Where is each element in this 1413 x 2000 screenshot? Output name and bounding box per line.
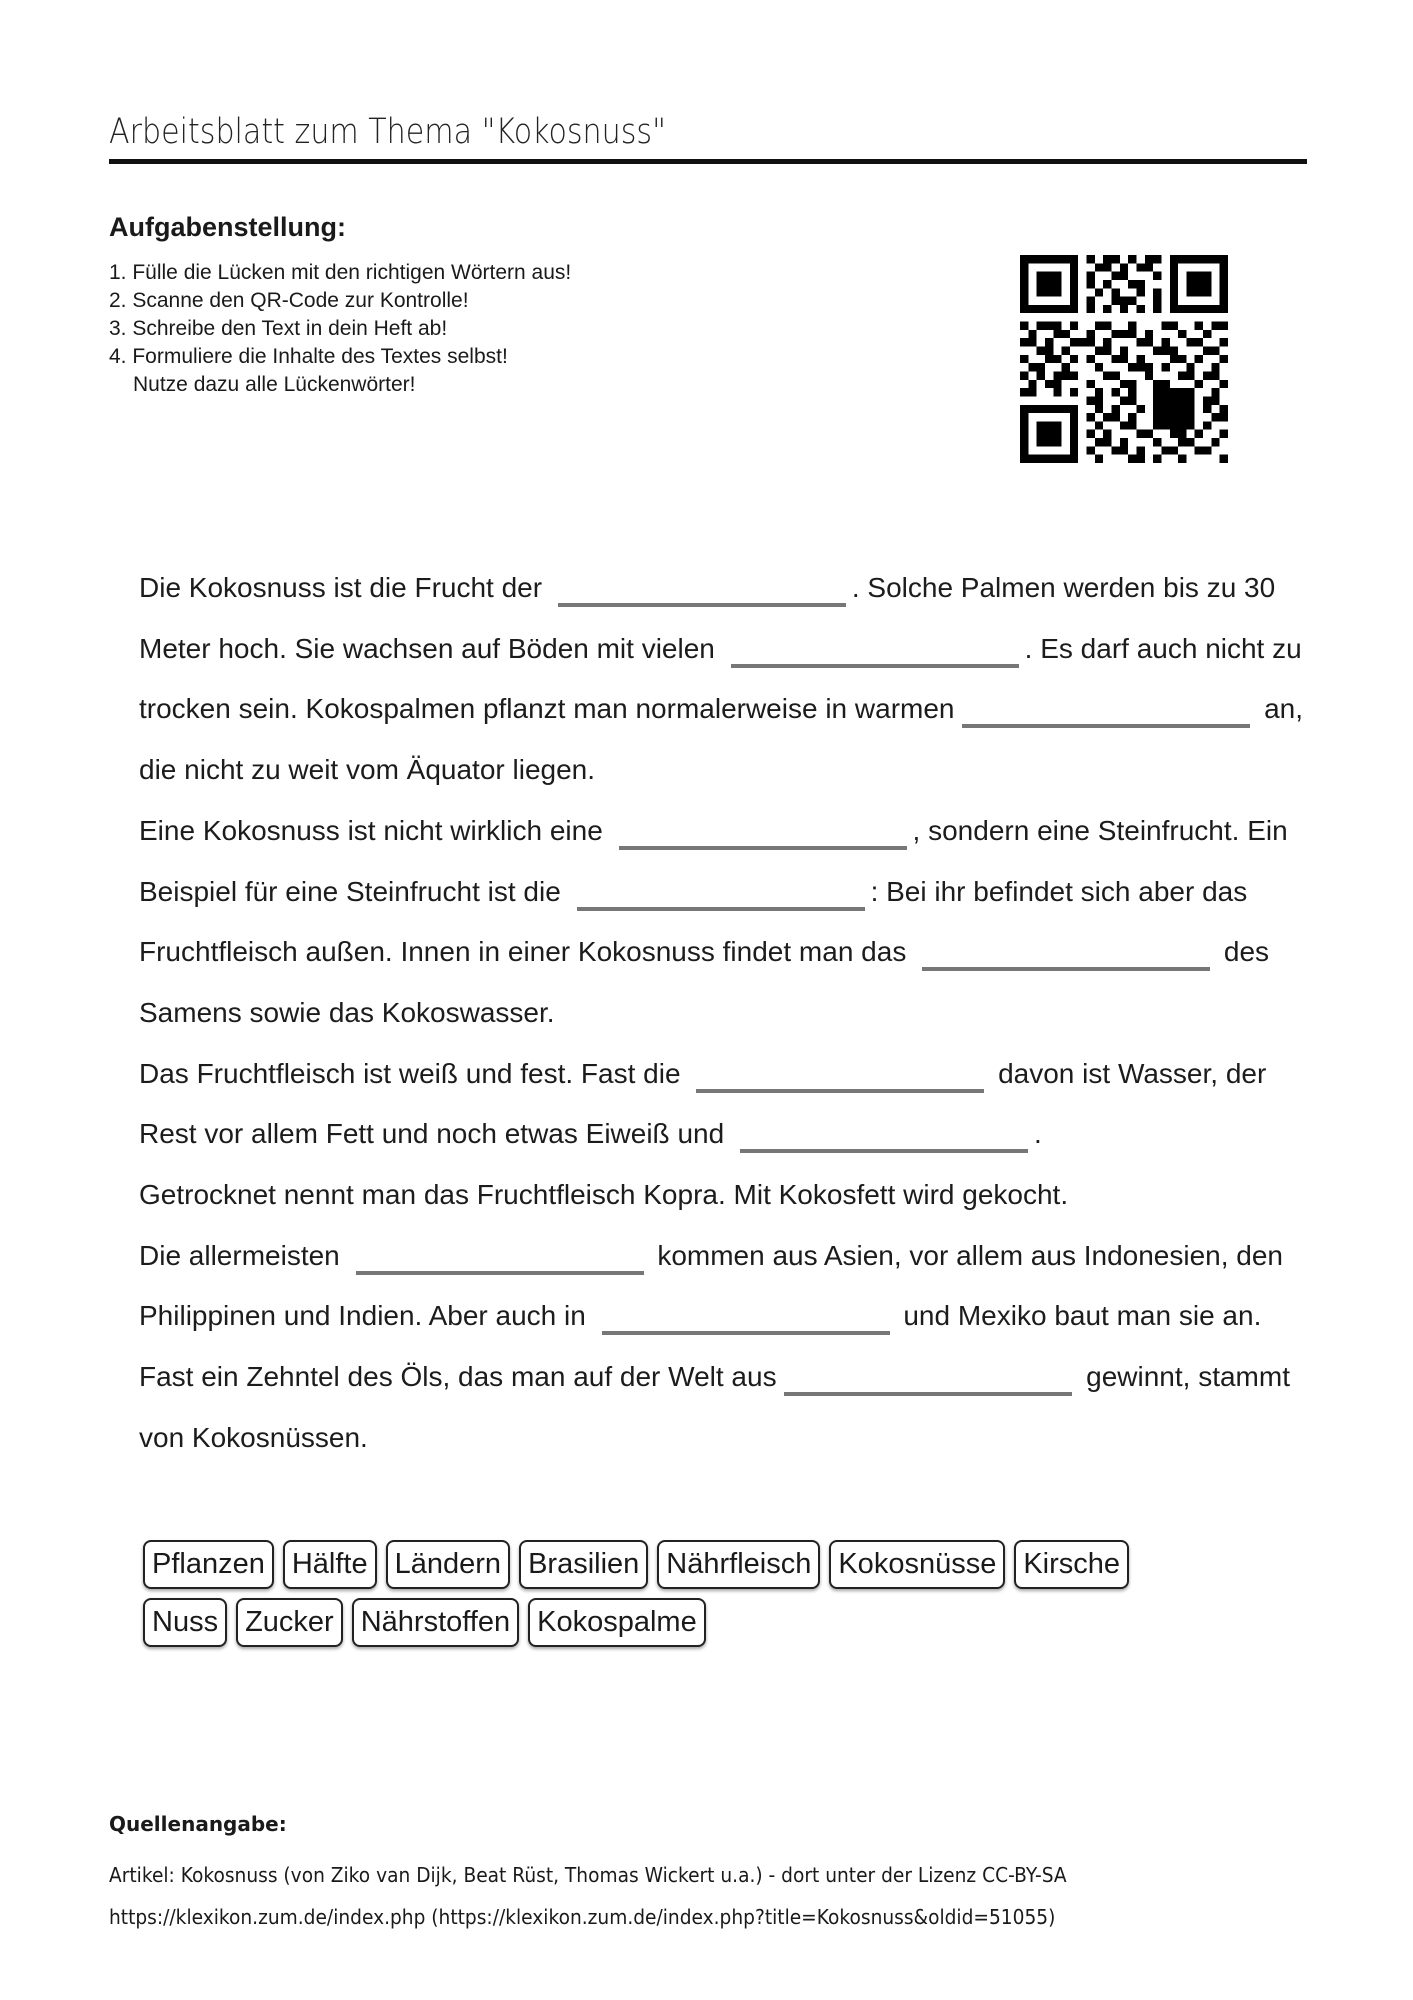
- word-bank-row: [143, 1598, 1243, 1647]
- cloze-segment: des Samens sowie das Kokoswasser.: [139, 936, 1270, 1028]
- instruction-item: 3. Schreibe den Text in dein Heft ab!: [109, 317, 448, 340]
- word-chip[interactable]: Nuss: [143, 1598, 227, 1647]
- cloze-segment: Die Kokosnuss ist die Frucht der: [139, 572, 543, 603]
- cloze-segment: und Mexiko baut man sie an. Fast ein Zehntel des Öls, das man auf der Welt aus: [139, 1300, 1262, 1393]
- cloze-segment: kommen aus Asien, vor allem aus Indonesien, den Philippinen und Indien. Aber auch in: [139, 1239, 1284, 1332]
- gap-blank[interactable]: [922, 933, 1210, 971]
- cloze-segment: .: [1033, 1118, 1042, 1150]
- word-bank-row: [143, 1540, 1243, 1589]
- gap-blank[interactable]: [696, 1055, 984, 1093]
- gap-blank[interactable]: [356, 1237, 644, 1275]
- gap-blank[interactable]: [731, 630, 1019, 668]
- cloze-segment: an, die nicht zu weit vom Äquator liegen.: [139, 693, 1303, 786]
- cloze-segment: . Solche Palmen werden bis zu 30 Meter hoch. Sie wachsen auf Böden mit vielen: [139, 572, 1276, 664]
- word-chip[interactable]: Brasilien: [519, 1540, 648, 1589]
- word-bank: [143, 1540, 1243, 1656]
- qr-code-icon[interactable]: [1020, 255, 1228, 463]
- gap-blank[interactable]: [619, 812, 907, 850]
- word-chip[interactable]: Kokospalme: [528, 1598, 706, 1647]
- source-section: [109, 1812, 1139, 1938]
- gap-blank[interactable]: [740, 1115, 1028, 1153]
- word-chip[interactable]: Ländern: [386, 1540, 510, 1589]
- cloze-segment: . Es darf auch nicht zu trocken sein. Kokospalmen pflanzt man normalerweise in warmen: [139, 632, 1302, 725]
- page-title: Arbeitsblatt zum Thema "Kokosnuss": [109, 112, 666, 152]
- cloze-segment: gewinnt, stammt von Kokosnüssen.: [139, 1361, 1290, 1453]
- cloze-text: [139, 558, 1319, 1469]
- cloze-paragraph: [139, 558, 1319, 801]
- word-chip[interactable]: Nährfleisch: [657, 1540, 820, 1589]
- instruction-continuation: Nutze dazu alle Lückenwörter!: [133, 373, 416, 396]
- word-chip[interactable]: Hälfte: [283, 1540, 377, 1589]
- cloze-segment: , sondern eine Steinfrucht. Ein Beispiel für eine Steinfrucht ist die: [139, 814, 1288, 907]
- instruction-item: 1. Fülle die Lücken mit den richtigen Wörtern aus!: [109, 261, 572, 284]
- cloze-segment: Die allermeisten: [139, 1239, 340, 1271]
- word-chip[interactable]: Pflanzen: [143, 1540, 274, 1589]
- instructions-list: [109, 259, 571, 399]
- cloze-paragraph: [139, 1044, 1319, 1165]
- word-chip[interactable]: Kirsche: [1014, 1540, 1129, 1589]
- word-chip[interactable]: Zucker: [236, 1598, 343, 1647]
- cloze-segment: Getrocknet nennt man das Fruchtfleisch Kopra. Mit Kokosfett wird gekocht.: [139, 1179, 1069, 1211]
- cloze-paragraph: [139, 1226, 1319, 1469]
- cloze-paragraph: [139, 1165, 1319, 1226]
- instructions-heading: Aufgabenstellung:: [109, 212, 346, 242]
- gap-blank[interactable]: [784, 1358, 1072, 1396]
- instruction-item: 2. Scanne den QR-Code zur Kontrolle!: [109, 289, 469, 312]
- gap-blank[interactable]: [962, 690, 1250, 728]
- cloze-segment: Das Fruchtfleisch ist weiß und fest. Fast die: [139, 1057, 681, 1089]
- cloze-segment: : Bei ihr befindet sich aber das Fruchtfleisch außen. Innen in einer Kokosnuss findet man das: [139, 875, 1248, 968]
- gap-blank[interactable]: [558, 569, 846, 607]
- source-heading: Quellenangabe:: [109, 1812, 287, 1836]
- instruction-item: 4. Formuliere die Inhalte des Textes selbst!: [109, 345, 508, 368]
- title-divider: [109, 159, 1307, 164]
- cloze-paragraph: [139, 801, 1319, 1044]
- cloze-segment: Eine Kokosnuss ist nicht wirklich eine: [139, 814, 603, 846]
- word-chip[interactable]: Kokosnüsse: [829, 1540, 1005, 1589]
- source-link[interactable]: https://klexikon.zum.de/index.php (https://klexikon.zum.de/index.php?title=Kokosnuss&oldid=51055): [109, 1905, 1056, 1929]
- gap-blank[interactable]: [577, 873, 865, 911]
- source-article: Artikel: Kokosnuss (von Ziko van Dijk, Beat Rüst, Thomas Wickert u.a.) - dort unter der Lizenz CC-BY-SA: [109, 1863, 1067, 1887]
- word-chip[interactable]: Nährstoffen: [352, 1598, 519, 1647]
- cloze-segment: davon ist Wasser, der Rest vor allem Fett und noch etwas Eiweiß und: [139, 1057, 1267, 1150]
- gap-blank[interactable]: [602, 1297, 890, 1335]
